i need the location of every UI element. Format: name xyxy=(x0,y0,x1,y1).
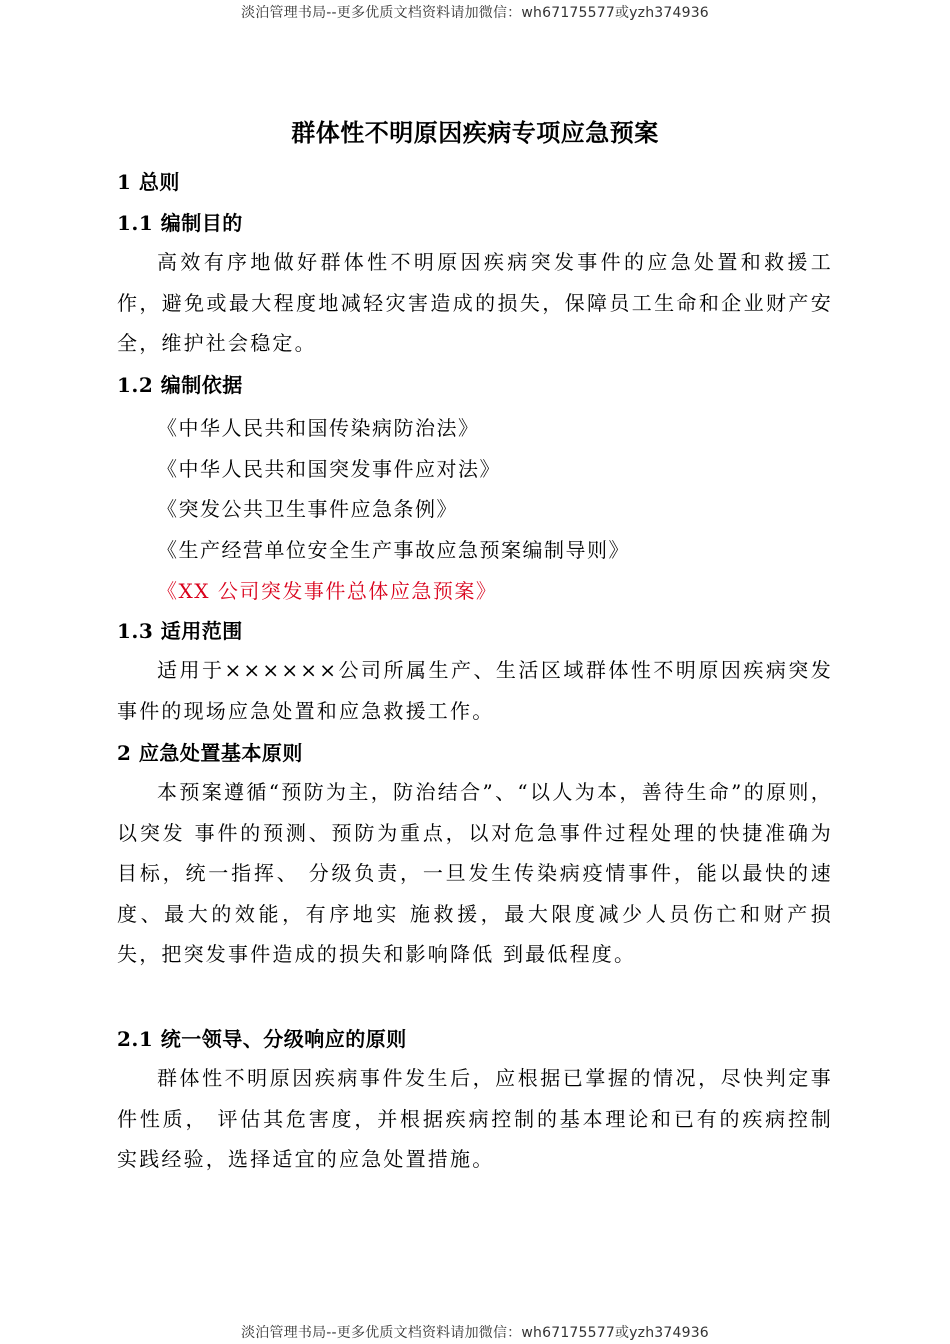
footer-watermark: 淡泊管理书局--更多优质文档资料请加微信：wh67175577或yzh374936 xyxy=(241,1325,709,1341)
reference-item: 《中华人民共和国突发事件应对法》 xyxy=(157,457,501,481)
section-2-heading: 2 应急处置基本原则 xyxy=(117,741,303,765)
section-1-3-paragraph: 适用于××××××公司所属生产、生活区域群体性不明原因疾病突发事件的现场应急处置和应急救援工作。 xyxy=(117,658,833,723)
section-2-1-paragraph: 群体性不明原因疾病事件发生后，应根据已掌握的情况，尽快判定事件性质， 评估其危害度，并根据疾病控制的基本理论和已有的疾病控制实践经验，选择适宜的应急处置措施。 xyxy=(117,1066,833,1171)
reference-item: 《中华人民共和国传染病防治法》 xyxy=(157,416,480,440)
reference-item: 《生产经营单位安全生产事故应急预案编制导则》 xyxy=(157,538,630,562)
section-1-1-heading: 1.1 编制目的 xyxy=(117,211,243,235)
reference-item: 《突发公共卫生事件应急条例》 xyxy=(157,497,458,521)
reference-item-highlighted: 《XX 公司突发事件总体应急预案》 xyxy=(157,579,498,603)
section-1-heading: 1 总则 xyxy=(117,170,180,194)
section-1-1-paragraph: 高效有序地做好群体性不明原因疾病突发事件的应急处置和救援工作，避免或最大程度地减轻灾害造成的损失，保障员工生命和企业财产安全，维护社会稳定。 xyxy=(117,250,833,355)
section-2-1-heading: 2.1 统一领导、分级响应的原则 xyxy=(117,1027,407,1051)
section-1-3-heading: 1.3 适用范围 xyxy=(117,619,243,643)
section-1-2-heading: 1.2 编制依据 xyxy=(117,373,243,397)
header-watermark: 淡泊管理书局--更多优质文档资料请加微信：wh67175577或yzh374936 xyxy=(241,5,709,21)
section-2-paragraph: 本预案遵循“预防为主，防治结合”、“以人为本，善待生命”的原则，以突发 事件的预测、预防为重点，以对危急事件过程处理的快捷准确为目标，统一指挥、 分级负责，一旦发生传染病疫情事件，能以最快的速度、最大的效能，有序地实 施救援，最大限度减少人员伤亡和财产损失，把突发事件造成的损失和影响降低 到最低程度。 xyxy=(117,780,833,966)
document-title: 群体性不明原因疾病专项应急预案 xyxy=(291,119,659,147)
